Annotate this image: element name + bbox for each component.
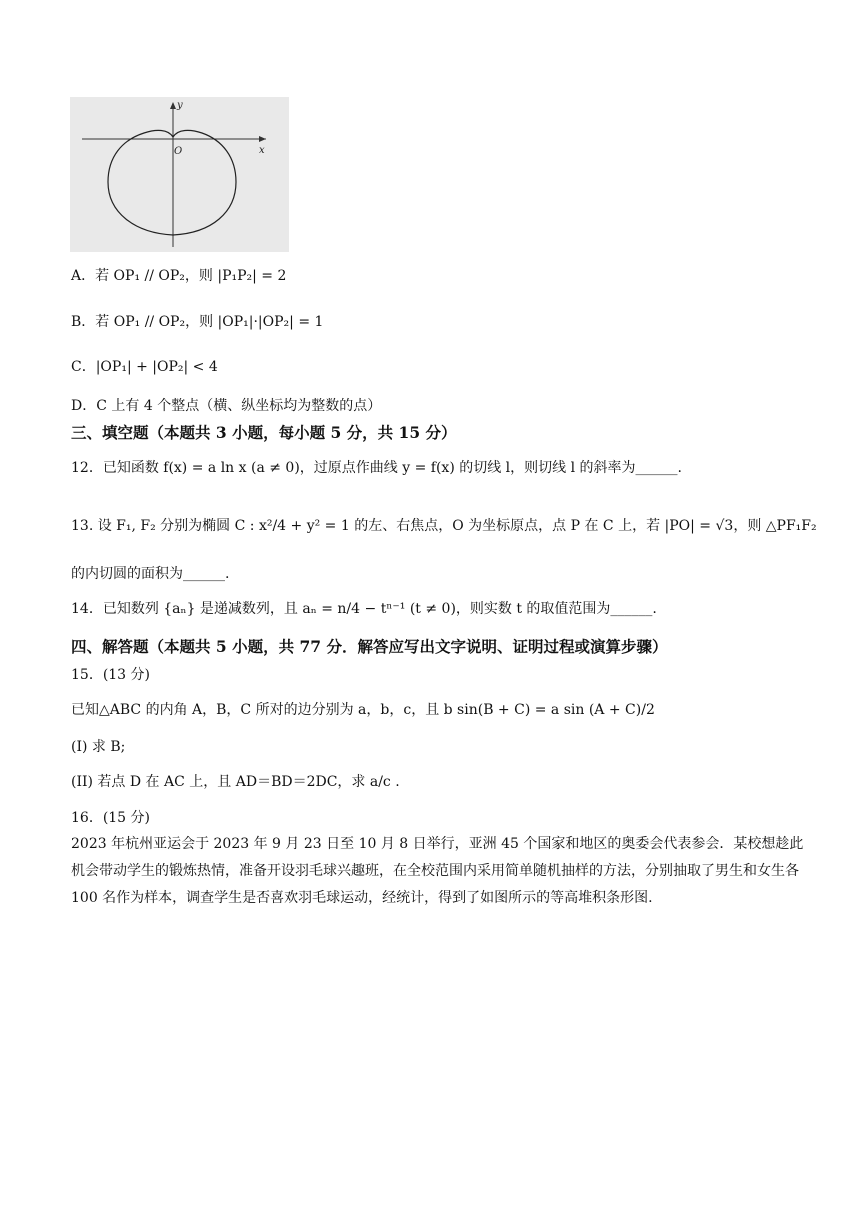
option-d: D．C 上有 4 个整点（横、纵坐标均为整数的点）: [71, 398, 382, 414]
y-axis-label: y: [177, 100, 183, 111]
question-15-part-1: (I) 求 B;: [71, 739, 126, 755]
option-b: B．若 OP₁ // OP₂，则 |OP₁|·|OP₂| = 1: [71, 314, 324, 330]
figure-background: [70, 97, 289, 252]
x-axis-label: x: [259, 145, 265, 156]
question-16-header: 16．(15 分): [71, 810, 151, 826]
section-4-title: 四、解答题（本题共 5 小题，共 77 分．解答应写出文字说明、证明过程或演算步骤）: [71, 637, 668, 656]
question-14: 14．已知数列 {aₙ} 是递减数列，且 aₙ = n/4 − tⁿ⁻¹ (t ≠ 0)，则实数 t 的取值范围为______.: [71, 601, 657, 617]
question-15-header: 15．(13 分): [71, 667, 151, 683]
question-13-line-2: 的内切圆的面积为______.: [71, 566, 230, 582]
curve-figure: [70, 97, 289, 252]
option-c: C．|OP₁| + |OP₂| < 4: [71, 359, 218, 375]
question-16-text: 2023 年杭州亚运会于 2023 年 9 月 23 日至 10 月 8 日举行，亚洲 45 个国家和地区的奥委会代表参会．某校想趁此机会带动学生的锻炼热情，准备开设羽毛球兴趣班，在全校范围内采用简单随机抽样的方法，分别抽取了男生和女生各 100 名作为样本，调查学生是否喜欢羽毛球运动，经统计，得到了如图所示的等高堆积条形图.: [71, 836, 804, 906]
section-3-title: 三、填空题（本题共 3 小题，每小题 5 分，共 15 分）: [71, 423, 457, 442]
question-15-part-2: (II) 若点 D 在 AC 上，且 AD＝BD＝2DC，求 a/c .: [71, 774, 400, 790]
question-15-stem: 已知△ABC 的内角 A，B，C 所对的边分别为 a，b，c，且 b sin(B + C) = a sin (A + C)/2: [71, 702, 655, 718]
question-13-line-1: 13. 设 F₁, F₂ 分别为椭圆 C : x²/4 + y² = 1 的左、右焦点，O 为坐标原点，点 P 在 C 上，若 |PO| = √3，则 △PF₁F₂: [71, 518, 817, 534]
origin-label: O: [174, 146, 183, 157]
option-a: A．若 OP₁ // OP₂，则 |P₁P₂| = 2: [71, 268, 287, 284]
question-12: 12．已知函数 f(x) = a ln x (a ≠ 0)，过原点作曲线 y = f(x) 的切线 l，则切线 l 的斜率为______.: [71, 460, 682, 476]
